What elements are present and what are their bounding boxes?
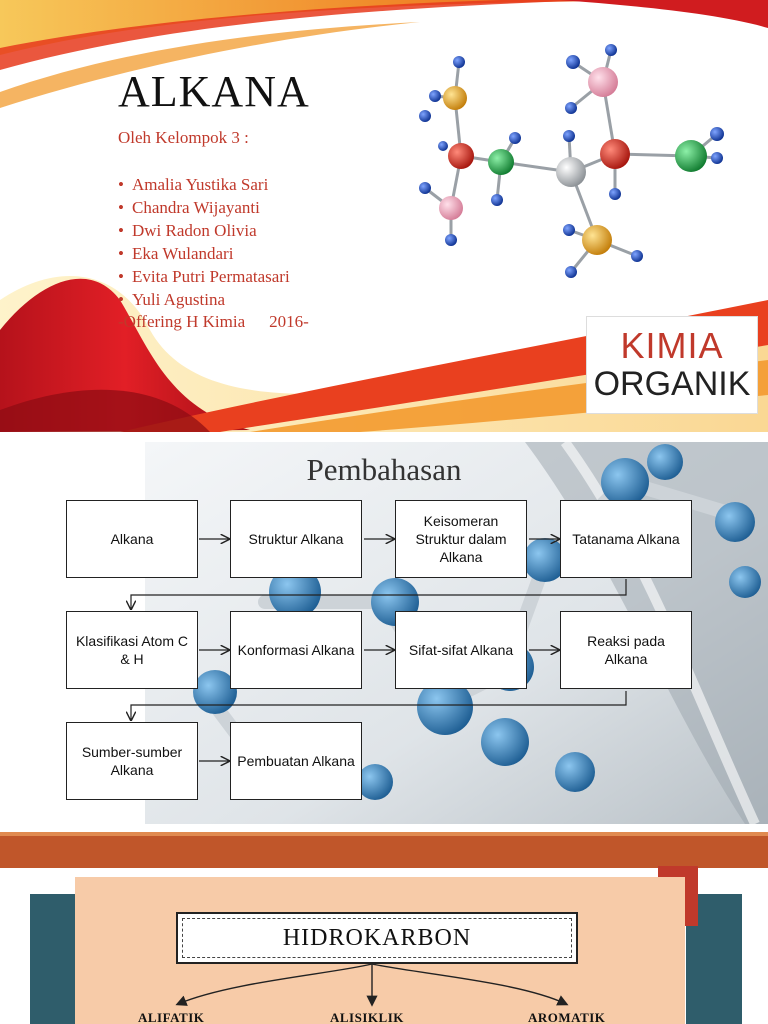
topic-box-konformasi: Konformasi Alkana [230, 611, 362, 689]
molecule-illustration [405, 30, 745, 330]
hidrokarbon-label: HIDROKARBON [182, 918, 572, 958]
bullet-icon: • [118, 290, 124, 309]
offering-program: -Offering H Kimia [118, 312, 246, 331]
offering-line [118, 312, 309, 332]
list-item: • Chandra Wijayanti [118, 198, 260, 217]
member-list [118, 173, 290, 311]
topic-box-alkana: Alkana [66, 500, 198, 578]
offering-year: 2016- [269, 312, 309, 331]
hydrocarbon-slide [0, 832, 768, 1024]
slide-heading: Pembahasan [306, 452, 462, 487]
topic-box-pembuatan: Pembuatan Alkana [230, 722, 362, 800]
bullet-icon: • [118, 244, 124, 263]
category-aromatik: AROMATIK [528, 1010, 606, 1024]
list-item: • Amalia Yustika Sari [118, 175, 269, 194]
topic-box-keisomeran: Keisomeran Struktur dalam Alkana [395, 500, 527, 578]
topic-box-reaksi: Reaksi pada Alkana [560, 611, 692, 689]
list-item: • Yuli Agustina [118, 290, 226, 309]
outline-slide [0, 432, 768, 832]
list-item: • Evita Putri Permatasari [118, 267, 290, 286]
topic-box-sumber: Sumber-sumber Alkana [66, 722, 198, 800]
category-alisiklik: ALISIKLIK [330, 1010, 404, 1024]
kimia-organik-badge [586, 316, 758, 414]
topic-box-tatanama: Tatanama Alkana [560, 500, 692, 578]
title-slide [0, 0, 768, 432]
bullet-icon: • [118, 198, 124, 217]
topic-box-sifat: Sifat-sifat Alkana [395, 611, 527, 689]
hydrocarbon-tree-arrows [0, 832, 768, 1024]
group-byline: Oleh Kelompok 3 : [118, 128, 249, 147]
badge-line-organik: ORGANIK [593, 365, 751, 403]
topic-box-struktur: Struktur Alkana [230, 500, 362, 578]
category-alifatik: ALIFATIK [138, 1010, 205, 1024]
bullet-icon: • [118, 267, 124, 286]
list-item: • Dwi Radon Olivia [118, 221, 257, 240]
list-item: • Eka Wulandari [118, 244, 234, 263]
topic-box-klasifikasi: Klasifikasi Atom C & H [66, 611, 198, 689]
bullet-icon: • [118, 175, 124, 194]
badge-line-kimia: KIMIA [620, 325, 724, 366]
bullet-icon: • [118, 221, 124, 240]
slide-title: ALKANA [118, 67, 310, 116]
